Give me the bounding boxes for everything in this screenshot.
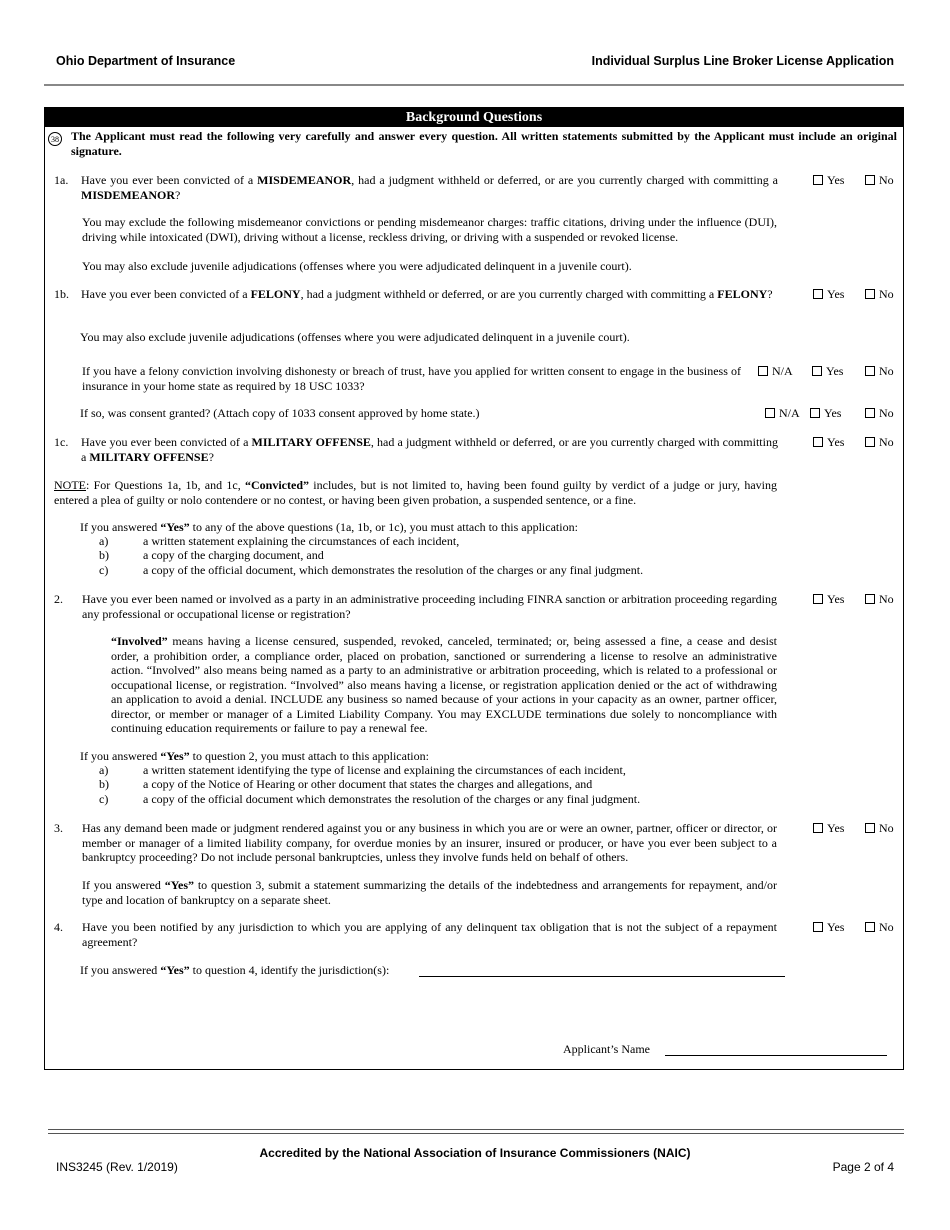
q2-involved-definition: “Involved” means having a license censured, suspended, revoked, canceled, terminated; or, being assessed a fine, a cease and desist order, a prohibition order, a compliance order, placed on probation, sanctioned or surrendering a license to resolve an administrative action. “Involved” also means being named as a party to an administrative or arbitration proceeding, which is related to a professional or occupational license, or registration. “Involved” also means having a license, or registration application denied or the act of withdrawing an application to avoid a denial. INCLUDE any business so named because of your actions in your capacity as an owner, partner officer, director, or member or manager of a Limited Liability Company. You may EXCLUDE terminations due solely to noncompliance with continuing education requirements or failure to pay a renewal fee. bbox=[111, 634, 777, 735]
section-intro: The Applicant must read the following very carefully and answer every question. All written statements submitted by the Applicant must include an original signature. bbox=[71, 129, 897, 158]
q4-jurisdiction-label: If you answered “Yes” to question 4, identify the jurisdiction(s): bbox=[80, 963, 390, 977]
q1b-juvenile-exclusion: You may also exclude juvenile adjudications (offenses where you were adjudicated delinquent in a juvenile court). bbox=[80, 330, 630, 344]
applicant-name-input-line[interactable] bbox=[665, 1055, 887, 1056]
checkbox-icon bbox=[865, 366, 875, 376]
checkbox-icon bbox=[813, 437, 823, 447]
applicant-name-label: Applicant’s Name bbox=[563, 1042, 650, 1056]
checkbox-icon bbox=[765, 408, 775, 418]
checkbox-icon bbox=[813, 175, 823, 185]
q2-attach-instructions: If you answered “Yes” to question 2, you must attach to this application: bbox=[80, 749, 429, 763]
header-divider bbox=[44, 84, 904, 86]
checkbox-icon bbox=[865, 408, 875, 418]
q1b-consent-no-checkbox[interactable]: No bbox=[865, 364, 894, 378]
background-questions-section bbox=[44, 107, 904, 1070]
q3-no-checkbox[interactable]: No bbox=[865, 821, 894, 835]
q3-text: Has any demand been made or judgment rendered against you or any business in which you are or were an owner, partner, officer or director, or member or manager of a limited liability company, for overdue monies by an insurer, insured or producer, or have you ever been subject to a bankruptcy proceeding? Do not include personal bankruptcies, unless they involve funds held on behalf of others. bbox=[82, 821, 777, 864]
q1b-granted-na-checkbox[interactable]: N/A bbox=[765, 406, 800, 420]
footer-divider bbox=[48, 1129, 904, 1134]
checkbox-icon bbox=[865, 289, 875, 299]
checkbox-icon bbox=[865, 175, 875, 185]
checkbox-icon bbox=[865, 823, 875, 833]
list-item: b) a copy of the charging document, and bbox=[99, 548, 324, 562]
q1c-text: Have you ever been convicted of a MILITARY OFFENSE, had a judgment withheld or deferred, or are you currently charged with committing a MILITARY OFFENSE? bbox=[81, 435, 778, 464]
checkbox-icon bbox=[813, 922, 823, 932]
q2-number: 2. bbox=[54, 592, 63, 606]
list-item: c) a copy of the official document, which demonstrates the resolution of the charges or any final judgment. bbox=[99, 563, 644, 577]
q4-jurisdiction-input-line[interactable] bbox=[419, 976, 785, 977]
q1b-consent-yes-checkbox[interactable]: Yes bbox=[812, 364, 843, 378]
section-title: Background Questions bbox=[45, 108, 903, 127]
footer-accreditation: Accredited by the National Association of Insurance Commissioners (NAIC) bbox=[259, 1146, 691, 1160]
q1a-number: 1a. bbox=[54, 173, 69, 187]
q1b-granted-no-checkbox[interactable]: No bbox=[865, 406, 894, 420]
q2-no-checkbox[interactable]: No bbox=[865, 592, 894, 606]
q2-yes-checkbox[interactable]: Yes bbox=[813, 592, 844, 606]
list-item: c) a copy of the official document which demonstrates the resolution of the charges or any final judgment. bbox=[99, 792, 641, 806]
checkbox-icon bbox=[865, 922, 875, 932]
q1b-granted-question: If so, was consent granted? (Attach copy of 1033 consent approved by home state.) bbox=[80, 406, 480, 420]
checkbox-icon bbox=[865, 437, 875, 447]
q1-attach-instructions: If you answered “Yes” to any of the above questions (1a, 1b, or 1c), you must attach to this application: bbox=[80, 520, 578, 534]
checkbox-icon bbox=[812, 366, 822, 376]
list-item: a) a written statement explaining the circumstances of each incident, bbox=[99, 534, 460, 548]
header-agency: Ohio Department of Insurance bbox=[56, 54, 236, 68]
checkbox-icon bbox=[813, 823, 823, 833]
q1b-consent-na-checkbox[interactable]: N/A bbox=[758, 364, 793, 378]
checkbox-icon bbox=[813, 289, 823, 299]
q3-attach-instructions: If you answered “Yes” to question 3, submit a statement summarizing the details of the indebtedness and arrangements for repayment, and/or type and location of bankruptcy on a separate sheet. bbox=[82, 878, 777, 907]
q1b-text: Have you ever been convicted of a FELONY, had a judgment withheld or deferred, or are you currently charged with committing a FELONY? bbox=[81, 287, 773, 301]
q1b-no-checkbox[interactable]: No bbox=[865, 287, 894, 301]
q4-yes-checkbox[interactable]: Yes bbox=[813, 920, 844, 934]
q1a-text: Have you ever been convicted of a MISDEMEANOR, had a judgment withheld or deferred, or are you currently charged with committing a MISDEMEANOR? bbox=[81, 173, 778, 202]
q1b-granted-yes-checkbox[interactable]: Yes bbox=[810, 406, 841, 420]
checkbox-icon bbox=[810, 408, 820, 418]
footer-form-id: INS3245 (Rev. 1/2019) bbox=[56, 1160, 178, 1174]
q4-number: 4. bbox=[54, 920, 63, 934]
list-item: b) a copy of the Notice of Hearing or other document that states the charges and allegations, and bbox=[99, 777, 593, 791]
checkbox-icon bbox=[813, 594, 823, 604]
q1a-juvenile-exclusion: You may also exclude juvenile adjudications (offenses where you were adjudicated delinquent in a juvenile court). bbox=[82, 259, 632, 273]
q1a-yes-checkbox[interactable]: Yes bbox=[813, 173, 844, 187]
q1c-yes-checkbox[interactable]: Yes bbox=[813, 435, 844, 449]
q1b-number: 1b. bbox=[54, 287, 69, 301]
q4-no-checkbox[interactable]: No bbox=[865, 920, 894, 934]
conviction-note: NOTE: For Questions 1a, 1b, and 1c, “Convicted” includes, but is not limited to, having been found guilty by verdict of a judge or jury, having entered a plea of guilty or nolo contendere or no contest, or having been given probation, a suspended sentence, or a fine. bbox=[54, 478, 777, 507]
q1b-consent-question: If you have a felony conviction involving dishonesty or breach of trust, have you applied for written consent to engage in the business of insurance in your home state as required by 18 USC 1033? bbox=[82, 364, 741, 393]
q3-number: 3. bbox=[54, 821, 63, 835]
q4-text: Have you been notified by any jurisdiction to which you are applying of any delinquent tax obligation that is not the subject of a repayment agreement? bbox=[82, 920, 777, 949]
q3-yes-checkbox[interactable]: Yes bbox=[813, 821, 844, 835]
question-number-badge: 38 bbox=[48, 132, 62, 146]
q1a-exclusions: You may exclude the following misdemeanor convictions or pending misdemeanor charges: traffic citations, driving under the influence (DUI), driving while intoxicated (DWI), driving without a license, reckless driving, or driving with a suspended or revoked license. bbox=[82, 215, 777, 244]
q2-text: Have you ever been named or involved as a party in an administrative proceeding including FINRA sanction or arbitration proceeding regarding any professional or occupational license or registration? bbox=[82, 592, 777, 621]
list-item: a) a written statement identifying the type of license and explaining the circumstances of each incident, bbox=[99, 763, 626, 777]
q1c-number: 1c. bbox=[54, 435, 69, 449]
q1b-yes-checkbox[interactable]: Yes bbox=[813, 287, 844, 301]
checkbox-icon bbox=[758, 366, 768, 376]
q1a-no-checkbox[interactable]: No bbox=[865, 173, 894, 187]
checkbox-icon bbox=[865, 594, 875, 604]
header-form-title: Individual Surplus Line Broker License Application bbox=[591, 54, 894, 68]
q1c-no-checkbox[interactable]: No bbox=[865, 435, 894, 449]
footer-page-number: Page 2 of 4 bbox=[832, 1160, 894, 1174]
